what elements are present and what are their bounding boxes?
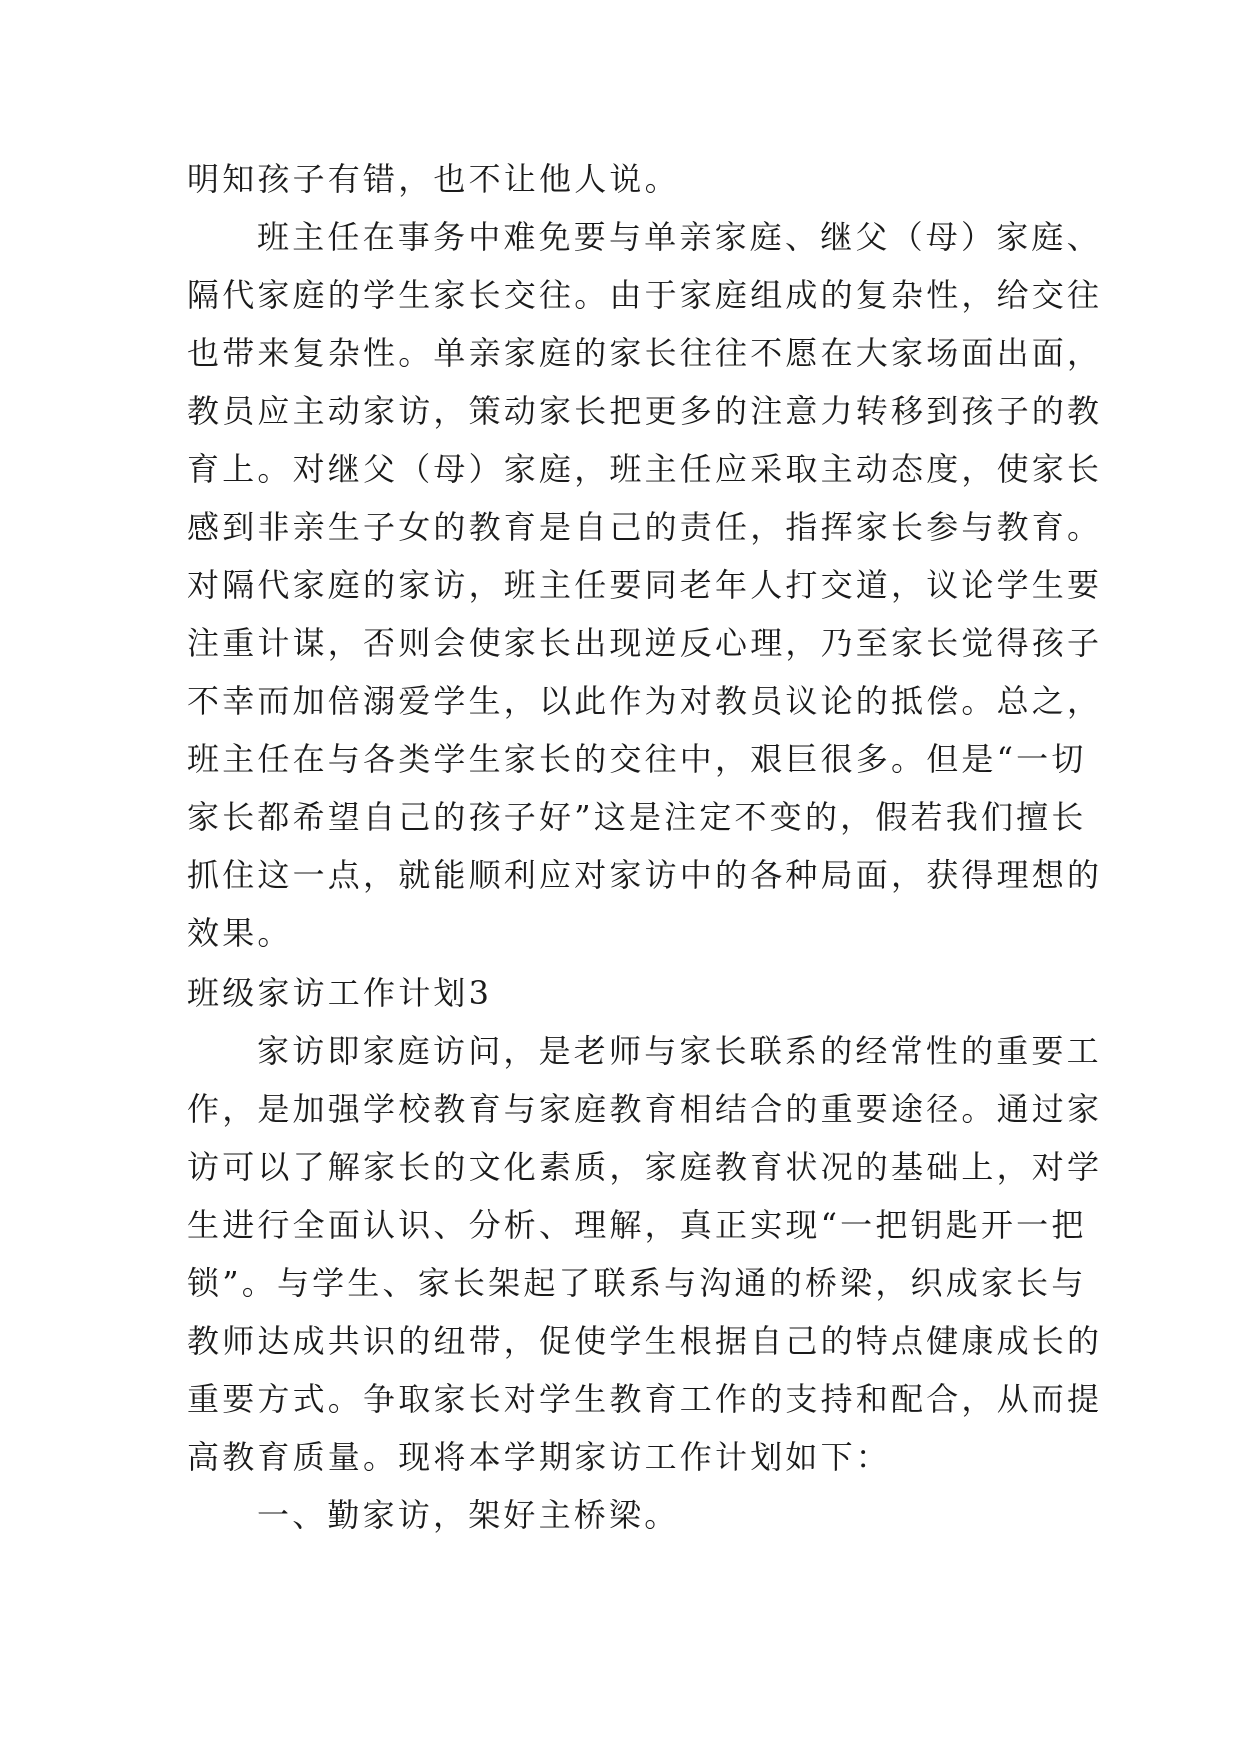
document-body — [187, 150, 1103, 1544]
text-line: 不幸而加倍溺爱学生，以此作为对教员议论的抵偿。总之， — [187, 682, 1103, 720]
text-line: 班主任在与各类学生家长的交往中，艰巨很多。但是“一切 — [187, 740, 1087, 778]
text-line: 明知孩子有错，也不让他人说。 — [187, 160, 680, 198]
text-line: 隔代家庭的学生家长交往。由于家庭组成的复杂性，给交往 — [187, 276, 1103, 314]
text-line: 也带来复杂性。单亲家庭的家长往往不愿在大家场面出面， — [187, 334, 1103, 372]
paragraph-start-line: 家访即家庭访问，是老师与家长联系的经常性的重要工 — [257, 1032, 1102, 1070]
text-line: 重要方式。争取家长对学生教育工作的支持和配合，从而提 — [187, 1380, 1103, 1418]
paragraph-start-line: 班主任在事务中难免要与单亲家庭、继父（母）家庭、 — [257, 218, 1102, 256]
text-line: 锁”。与学生、家长架起了联系与沟通的桥梁，织成家长与 — [187, 1264, 1087, 1302]
text-line: 家长都希望自己的孩子好”这是注定不变的，假若我们擅长 — [187, 798, 1087, 836]
text-line: 教员应主动家访，策动家长把更多的注意力转移到孩子的教 — [187, 392, 1103, 430]
subsection-heading: 一、勤家访，架好主桥梁。 — [257, 1496, 680, 1534]
text-line: 对隔代家庭的家访，班主任要同老年人打交道，议论学生要 — [187, 566, 1103, 604]
text-line: 生进行全面认识、分析、理解，真正实现“一把钥匙开一把 — [187, 1206, 1087, 1244]
text-line: 效果。 — [187, 914, 293, 952]
text-line: 感到非亲生子女的教育是自己的责任，指挥家长参与教育。 — [187, 508, 1103, 546]
text-line: 注重计谋，否则会使家长出现逆反心理，乃至家长觉得孩子 — [187, 624, 1103, 662]
text-line: 作，是加强学校教育与家庭教育相结合的重要途径。通过家 — [187, 1090, 1103, 1128]
text-line: 抓住这一点，就能顺利应对家访中的各种局面，获得理想的 — [187, 856, 1103, 894]
text-line: 高教育质量。现将本学期家访工作计划如下： — [187, 1438, 892, 1476]
text-line: 教师达成共识的纽带，促使学生根据自己的特点健康成长的 — [187, 1322, 1103, 1360]
text-line: 育上。对继父（母）家庭，班主任应采取主动态度，使家长 — [187, 450, 1103, 488]
text-line: 访可以了解家长的文化素质，家庭教育状况的基础上，对学 — [187, 1148, 1103, 1186]
section-heading: 班级家访工作计划3 — [187, 974, 493, 1012]
